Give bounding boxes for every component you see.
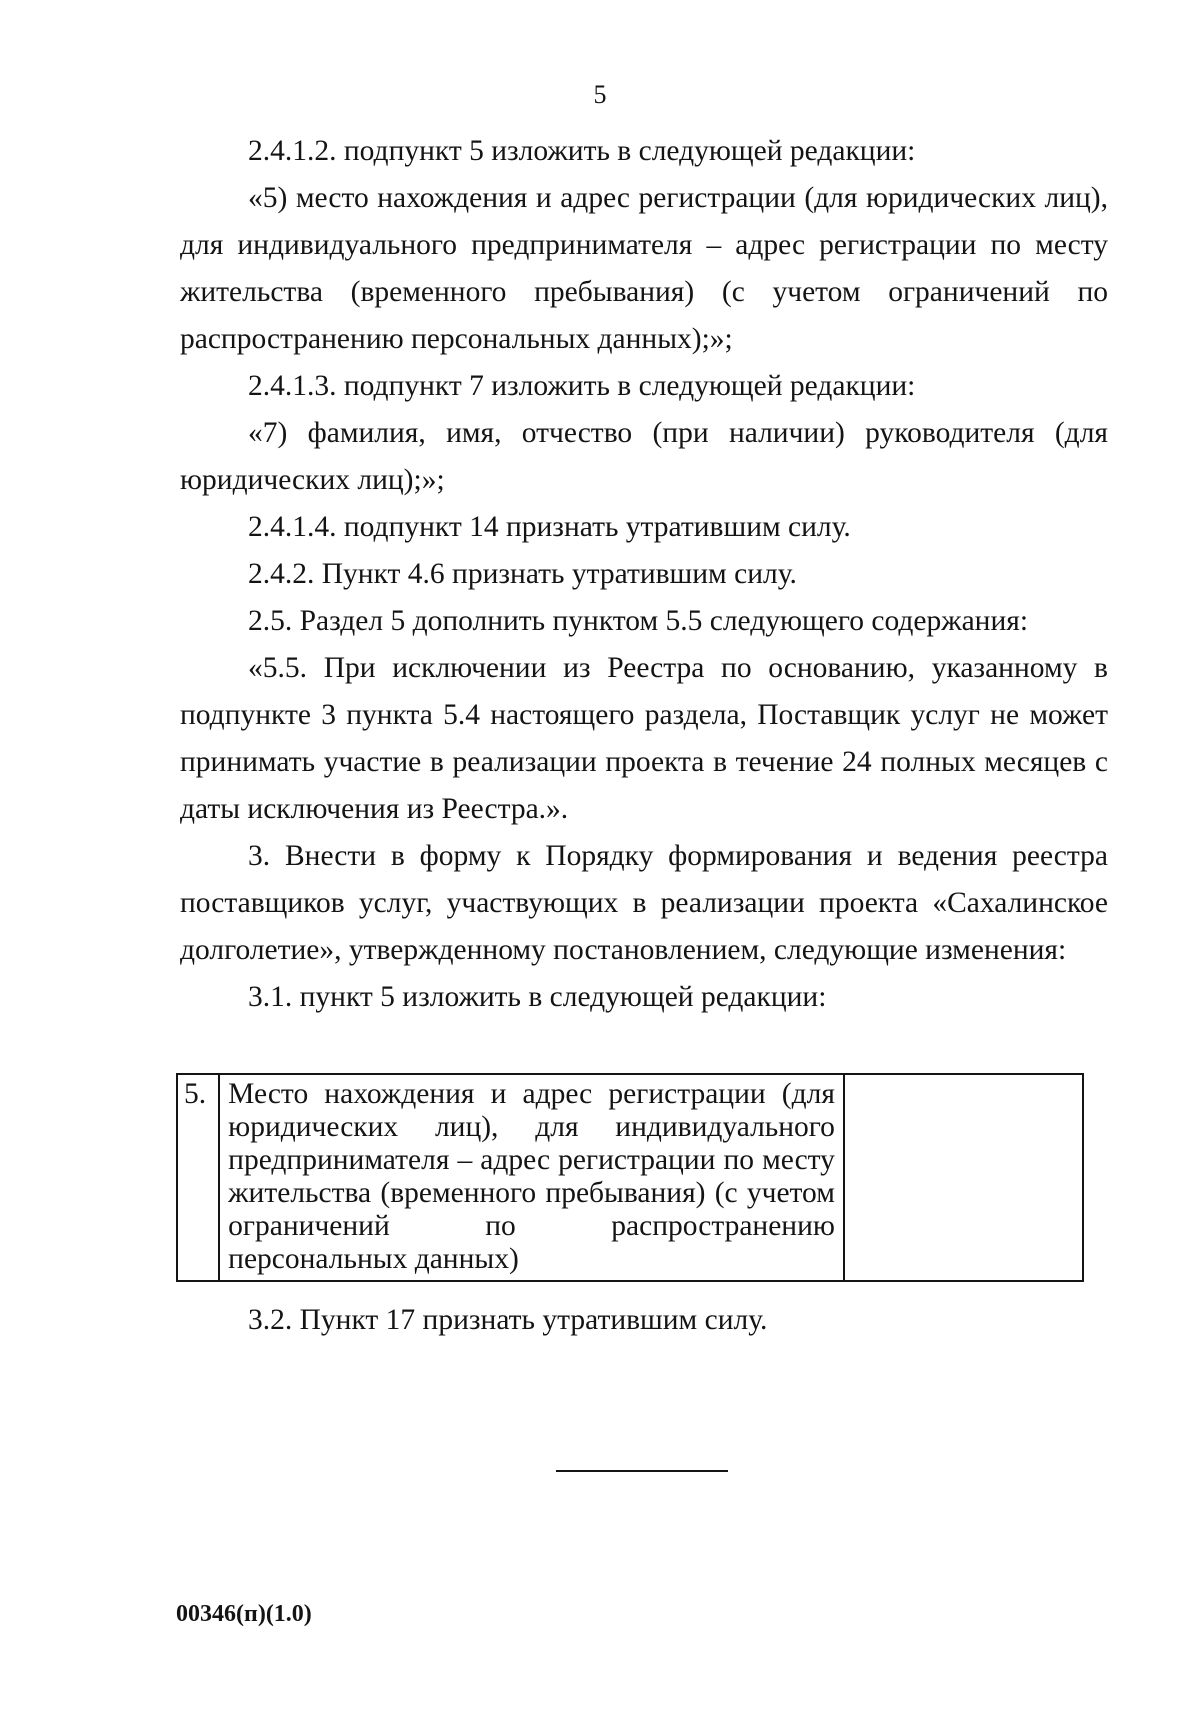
document-body <box>180 128 1108 1021</box>
paragraph-3-2: 3.2. Пункт 17 признать утратившим силу. <box>248 1304 768 1336</box>
table-row <box>177 1074 1083 1281</box>
paragraph-5-5-text: «5.5. При исключении из Реестра по основанию, указанному в подпункте 3 пункта 5.4 настоящего раздела, Поставщик услуг не может принимать участие в реализации проекта в течение 24 полных месяцев с даты исключения из Реестра.». <box>180 652 1108 825</box>
paragraph-2-4-2: 2.4.2. Пункт 4.6 признать утратившим силу. <box>248 558 797 590</box>
paragraph-subitem-5-text: «5) место нахождения и адрес регистрации (для юридических лиц), для индивидуального предпринимателя – адрес регистрации по месту жительства (временного пребывания) (с учетом ограничений по распространению персональных данных);»; <box>180 182 1108 355</box>
paragraph-2-4-1-4: 2.4.1.4. подпункт 14 признать утратившим силу. <box>248 511 851 543</box>
paragraph-3-1: 3.1. пункт 5 изложить в следующей редакции: <box>248 981 827 1013</box>
paragraph-2-5: 2.5. Раздел 5 дополнить пунктом 5.5 следующего содержания: <box>248 605 1029 637</box>
closing-rule <box>556 1470 728 1472</box>
paragraph-2-4-1-3: 2.4.1.3. подпункт 7 изложить в следующей редакции: <box>248 370 916 402</box>
paragraph-2-4-1-2: 2.4.1.2. подпункт 5 изложить в следующей редакции: <box>248 135 916 167</box>
amendment-table <box>176 1073 1084 1282</box>
table-cell-value <box>844 1074 1083 1281</box>
document-code: 00346(п)(1.0) <box>176 1601 312 1627</box>
paragraph-subitem-7-text: «7) фамилия, имя, отчество (при наличии) руководителя (для юридических лиц);»; <box>180 417 1108 496</box>
table-cell-number: 5. <box>177 1074 219 1281</box>
paragraph-3: 3. Внести в форму к Порядку формирования и ведения реестра поставщиков услуг, участвующих в реализации проекта «Сахалинское долголетие», утвержденному постановлением, следующие изменения: <box>180 840 1108 966</box>
page-number: 5 <box>593 80 607 109</box>
table-cell-description: Место нахождения и адрес регистрации (для юридических лиц), для индивидуального предпринимателя – адрес регистрации по месту жительства (временного пребывания) (с учетом ограничений по распространению персональных данных) <box>219 1074 844 1281</box>
